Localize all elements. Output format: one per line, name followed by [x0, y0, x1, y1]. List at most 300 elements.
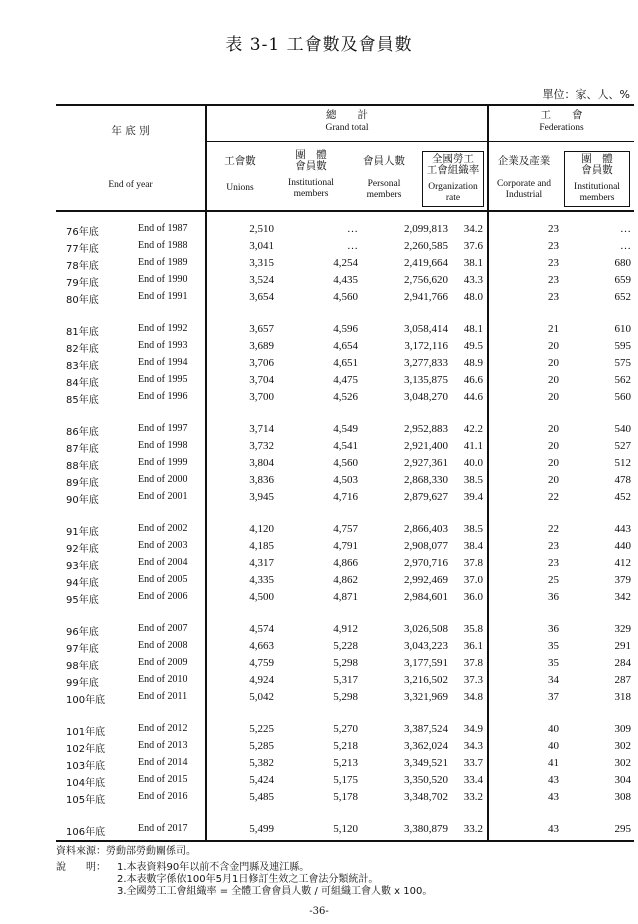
cell-unions: 3,836	[249, 474, 274, 486]
cell-unions: 3,706	[249, 357, 274, 369]
cell-zh: 97年底	[66, 644, 99, 655]
cell-en: End of 2003	[138, 540, 188, 551]
cell-personal: 3,362,024	[404, 740, 448, 752]
cell-corp: 35	[548, 640, 559, 652]
table-row	[0, 374, 638, 389]
cell-inst: 4,254	[333, 257, 358, 269]
cell-rate: 46.6	[463, 374, 483, 386]
cell-inst: 5,120	[333, 823, 358, 835]
cell-rate: 38.1	[463, 257, 483, 269]
cell-personal: 3,350,520	[404, 774, 448, 786]
cell-unions: 3,689	[249, 340, 274, 352]
personal-en: Personal members	[366, 179, 402, 200]
cell-rate: 33.4	[463, 774, 483, 786]
table-row	[0, 274, 638, 289]
cell-zh: 104年底	[66, 778, 106, 789]
cell-rate: 34.8	[463, 691, 483, 703]
cell-rate: 48.1	[463, 323, 483, 335]
cell-fed-inst: 412	[614, 557, 631, 569]
cell-inst: 5,228	[333, 640, 358, 652]
page-title: 表 3-1 工會數及會員數	[225, 35, 413, 55]
cell-fed-inst: 512	[614, 457, 631, 469]
table-row	[0, 557, 638, 572]
cell-corp: 25	[548, 574, 559, 586]
fed-inst-zh: 團 體 會員數	[581, 153, 613, 176]
cell-unions: 3,732	[249, 440, 274, 452]
cell-en: End of 2009	[138, 657, 188, 668]
cell-personal: 2,419,664	[404, 257, 448, 269]
cell-rate: 49.5	[463, 340, 483, 352]
table-row	[0, 340, 638, 355]
cell-en: End of 2006	[138, 591, 188, 602]
cell-en: End of 2004	[138, 557, 188, 568]
cell-unions: 3,654	[249, 291, 274, 303]
table-row	[0, 674, 638, 689]
cell-rate: 41.1	[463, 440, 483, 452]
federations-zh: 工 會	[540, 109, 583, 121]
cell-unions: 5,485	[249, 791, 274, 803]
cell-corp: 23	[548, 240, 559, 252]
cell-en: End of 1989	[138, 257, 188, 268]
cell-inst: …	[347, 240, 358, 252]
cell-inst: 5,178	[333, 791, 358, 803]
cell-fed-inst: 284	[614, 657, 631, 669]
cell-zh: 100年底	[66, 695, 106, 706]
year-header-zh: 年 底 別	[111, 125, 150, 137]
table-row	[0, 640, 638, 655]
year-header	[56, 126, 205, 137]
cell-fed-inst: 291	[614, 640, 631, 652]
cell-fed-inst: 680	[614, 257, 631, 269]
cell-rate: 39.4	[463, 491, 483, 503]
cell-rate: 37.0	[463, 574, 483, 586]
cell-unions: 4,185	[249, 540, 274, 552]
year-header-en: End of year	[108, 180, 153, 190]
cell-zh: 98年底	[66, 661, 99, 672]
cell-personal: 2,941,766	[404, 291, 448, 303]
cell-en: End of 1994	[138, 357, 188, 368]
personal-zh: 會員人數	[363, 155, 405, 167]
cell-unions: 3,315	[249, 257, 274, 269]
cell-inst: 4,596	[333, 323, 358, 335]
table-row	[0, 723, 638, 738]
cell-corp: 43	[548, 774, 559, 786]
cell-fed-inst: 452	[614, 491, 631, 503]
table-row	[0, 291, 638, 306]
table-row	[0, 691, 638, 706]
header-bottom-rule	[56, 210, 634, 212]
cell-zh: 101年底	[66, 727, 106, 738]
cell-en: End of 1990	[138, 274, 188, 285]
cell-unions: 4,317	[249, 557, 274, 569]
cell-zh: 95年底	[66, 595, 99, 606]
cell-inst: 4,716	[333, 491, 358, 503]
cell-unions: 3,704	[249, 374, 274, 386]
cell-personal: 3,048,270	[404, 391, 448, 403]
cell-inst: …	[347, 223, 358, 235]
cell-personal: 2,970,716	[404, 557, 448, 569]
cell-personal: 2,756,620	[404, 274, 448, 286]
cell-en: End of 2017	[138, 823, 188, 834]
cell-corp: 23	[548, 257, 559, 269]
table-row	[0, 740, 638, 755]
cell-zh: 84年底	[66, 378, 99, 389]
grand-total-en: Grand total	[325, 123, 369, 133]
cell-fed-inst: 659	[614, 274, 631, 286]
table-row	[0, 323, 638, 338]
cell-en: End of 1992	[138, 323, 188, 334]
cell-corp: 22	[548, 523, 559, 535]
cell-rate: 44.6	[463, 391, 483, 403]
cell-unions: 3,524	[249, 274, 274, 286]
cell-corp: 23	[548, 540, 559, 552]
cell-inst: 4,541	[333, 440, 358, 452]
inst-header	[280, 150, 342, 200]
cell-zh: 87年底	[66, 444, 99, 455]
cell-rate: 48.0	[463, 291, 483, 303]
inst-zh: 團 體 會員數	[295, 149, 327, 172]
cell-inst: 4,862	[333, 574, 358, 586]
cell-personal: 3,380,879	[404, 823, 448, 835]
cell-personal: 3,177,591	[404, 657, 448, 669]
cell-fed-inst: …	[620, 240, 631, 252]
unions-zh: 工會數	[224, 155, 256, 167]
cell-fed-inst: 287	[614, 674, 631, 686]
cell-en: End of 2002	[138, 523, 188, 534]
cell-rate: 37.8	[463, 657, 483, 669]
cell-unions: 5,382	[249, 757, 274, 769]
cell-en: End of 1998	[138, 440, 188, 451]
cell-corp: 40	[548, 740, 559, 752]
cell-corp: 34	[548, 674, 559, 686]
table-row	[0, 240, 638, 255]
cell-zh: 92年底	[66, 544, 99, 555]
cell-fed-inst: 309	[614, 723, 631, 735]
cell-personal: 3,349,521	[404, 757, 448, 769]
cell-en: End of 1997	[138, 423, 188, 434]
cell-inst: 4,503	[333, 474, 358, 486]
grand-total-header	[207, 110, 487, 134]
cell-personal: 3,135,875	[404, 374, 448, 386]
cell-corp: 23	[548, 223, 559, 235]
cell-inst: 4,475	[333, 374, 358, 386]
cell-fed-inst: 302	[614, 740, 631, 752]
cell-unions: 5,499	[249, 823, 274, 835]
notes-label: 說 明：	[56, 862, 106, 873]
cell-rate: 34.9	[463, 723, 483, 735]
cell-corp: 43	[548, 823, 559, 835]
cell-personal: 2,952,883	[404, 423, 448, 435]
cell-personal: 2,866,403	[404, 523, 448, 535]
cell-personal: 3,387,524	[404, 723, 448, 735]
cell-rate: 36.1	[463, 640, 483, 652]
cell-unions: 5,285	[249, 740, 274, 752]
grand-total-zh: 總 計	[326, 109, 368, 121]
cell-unions: 3,714	[249, 423, 274, 435]
cell-rate: 38.5	[463, 523, 483, 535]
cell-corp: 20	[548, 374, 559, 386]
cell-en: End of 2001	[138, 491, 188, 502]
cell-inst: 5,270	[333, 723, 358, 735]
cell-inst: 4,651	[333, 357, 358, 369]
corp-en: Corporate and Industrial	[496, 179, 552, 200]
cell-unions: 2,510	[249, 223, 274, 235]
cell-fed-inst: 379	[614, 574, 631, 586]
cell-unions: 3,657	[249, 323, 274, 335]
cell-rate: 42.2	[463, 423, 483, 435]
cell-rate: 33.2	[463, 791, 483, 803]
cell-inst: 4,912	[333, 623, 358, 635]
table-row	[0, 423, 638, 438]
cell-rate: 33.7	[463, 757, 483, 769]
org-rate-header	[422, 151, 484, 207]
cell-inst: 4,654	[333, 340, 358, 352]
cell-en: End of 2005	[138, 574, 188, 585]
cell-fed-inst: 595	[614, 340, 631, 352]
cell-en: End of 1993	[138, 340, 188, 351]
cell-corp: 35	[548, 657, 559, 669]
cell-inst: 4,871	[333, 591, 358, 603]
cell-rate: 37.3	[463, 674, 483, 686]
cell-fed-inst: 295	[614, 823, 631, 835]
cell-en: End of 1995	[138, 374, 188, 385]
cell-zh: 93年底	[66, 561, 99, 572]
cell-fed-inst: 562	[614, 374, 631, 386]
cell-zh: 90年底	[66, 495, 99, 506]
table-row	[0, 774, 638, 789]
cell-zh: 83年底	[66, 361, 99, 372]
cell-inst: 5,317	[333, 674, 358, 686]
cell-rate: 38.4	[463, 540, 483, 552]
cell-corp: 20	[548, 391, 559, 403]
cell-rate: 37.8	[463, 557, 483, 569]
cell-en: End of 2015	[138, 774, 188, 785]
cell-corp: 41	[548, 757, 559, 769]
cell-zh: 81年底	[66, 327, 99, 338]
cell-zh: 85年底	[66, 395, 99, 406]
cell-unions: 4,335	[249, 574, 274, 586]
cell-zh: 79年底	[66, 278, 99, 289]
cell-unions: 3,945	[249, 491, 274, 503]
cell-unions: 4,574	[249, 623, 274, 635]
cell-zh: 96年底	[66, 627, 99, 638]
cell-corp: 36	[548, 591, 559, 603]
cell-personal: 2,908,077	[404, 540, 448, 552]
cell-en: End of 2007	[138, 623, 188, 634]
cell-fed-inst: 304	[614, 774, 631, 786]
cell-inst: 4,526	[333, 391, 358, 403]
cell-personal: 3,277,833	[404, 357, 448, 369]
cell-personal: 2,260,585	[404, 240, 448, 252]
org-rate-en: Organization rate	[428, 182, 478, 203]
table-row	[0, 591, 638, 606]
unions-en: Unions	[226, 183, 254, 193]
fed-inst-en: Institutional members	[574, 182, 620, 203]
cell-unions: 4,663	[249, 640, 274, 652]
cell-en: End of 2014	[138, 757, 188, 768]
cell-personal: 3,348,702	[404, 791, 448, 803]
cell-corp: 21	[548, 323, 559, 335]
cell-fed-inst: 478	[614, 474, 631, 486]
table-row	[0, 440, 638, 455]
table-row	[0, 540, 638, 555]
cell-zh: 94年底	[66, 578, 99, 589]
cell-unions: 3,700	[249, 391, 274, 403]
cell-inst: 4,560	[333, 457, 358, 469]
cell-inst: 4,757	[333, 523, 358, 535]
unions-header	[210, 156, 270, 194]
cell-zh: 99年底	[66, 678, 99, 689]
corp-header	[492, 156, 556, 201]
cell-en: End of 2016	[138, 791, 188, 802]
cell-rate: 34.2	[463, 223, 483, 235]
cell-corp: 20	[548, 357, 559, 369]
table-row	[0, 623, 638, 638]
cell-en: End of 2000	[138, 474, 188, 485]
cell-inst: 5,213	[333, 757, 358, 769]
cell-fed-inst: 308	[614, 791, 631, 803]
unit-label: 單位：家、人、%	[542, 88, 630, 101]
cell-inst: 4,549	[333, 423, 358, 435]
cell-inst: 5,218	[333, 740, 358, 752]
cell-personal: 2,921,400	[404, 440, 448, 452]
table-bottom-rule	[56, 840, 634, 842]
cell-inst: 4,866	[333, 557, 358, 569]
cell-personal: 2,984,601	[404, 591, 448, 603]
cell-personal: 2,992,469	[404, 574, 448, 586]
cell-zh: 89年底	[66, 478, 99, 489]
cell-fed-inst: 440	[614, 540, 631, 552]
cell-inst: 5,175	[333, 774, 358, 786]
table-row	[0, 791, 638, 806]
cell-zh: 105年底	[66, 795, 106, 806]
cell-personal: 3,026,508	[404, 623, 448, 635]
cell-unions: 3,804	[249, 457, 274, 469]
cell-personal: 3,172,116	[404, 340, 448, 352]
cell-unions: 5,424	[249, 774, 274, 786]
cell-personal: 3,043,223	[404, 640, 448, 652]
cell-fed-inst: 575	[614, 357, 631, 369]
table-row	[0, 823, 638, 838]
note-2: 2.本表數字係依100年5月1日修訂生效之工會法分類統計。	[117, 874, 379, 885]
cell-unions: 4,120	[249, 523, 274, 535]
cell-inst: 4,560	[333, 291, 358, 303]
top-rule	[56, 104, 634, 106]
cell-corp: 36	[548, 623, 559, 635]
cell-en: End of 2012	[138, 723, 188, 734]
cell-inst: 5,298	[333, 691, 358, 703]
table-row	[0, 757, 638, 772]
cell-unions: 4,924	[249, 674, 274, 686]
cell-corp: 23	[548, 291, 559, 303]
cell-inst: 4,435	[333, 274, 358, 286]
cell-fed-inst: 302	[614, 757, 631, 769]
cell-en: End of 1988	[138, 240, 188, 251]
cell-corp: 43	[548, 791, 559, 803]
cell-fed-inst: …	[620, 223, 631, 235]
cell-corp: 20	[548, 440, 559, 452]
cell-unions: 3,041	[249, 240, 274, 252]
cell-en: End of 1987	[138, 223, 188, 234]
cell-inst: 4,791	[333, 540, 358, 552]
cell-personal: 2,868,330	[404, 474, 448, 486]
cell-en: End of 2010	[138, 674, 188, 685]
source-note: 資料來源：勞動部勞動關係司。	[56, 846, 196, 857]
cell-fed-inst: 652	[614, 291, 631, 303]
org-rate-zh: 全國勞工 工會組織率	[426, 153, 480, 176]
cell-personal: 3,216,502	[404, 674, 448, 686]
personal-header	[352, 156, 416, 201]
year-header-en-cell	[56, 180, 205, 191]
table-row	[0, 357, 638, 372]
cell-zh: 76年底	[66, 227, 99, 238]
cell-corp: 23	[548, 557, 559, 569]
cell-corp: 20	[548, 340, 559, 352]
corp-zh: 企業及產業	[497, 155, 551, 167]
cell-corp: 20	[548, 423, 559, 435]
cell-zh: 82年底	[66, 344, 99, 355]
table-row	[0, 574, 638, 589]
cell-fed-inst: 527	[614, 440, 631, 452]
cell-rate: 40.0	[463, 457, 483, 469]
cell-personal: 3,321,969	[404, 691, 448, 703]
cell-zh: 77年底	[66, 244, 99, 255]
cell-rate: 34.3	[463, 740, 483, 752]
note-1: 1.本表資料90年以前不含金門縣及連江縣。	[117, 862, 310, 873]
table-row	[0, 474, 638, 489]
cell-zh: 103年底	[66, 761, 106, 772]
cell-corp: 20	[548, 457, 559, 469]
cell-personal: 2,879,627	[404, 491, 448, 503]
cell-en: End of 1991	[138, 291, 188, 302]
cell-fed-inst: 443	[614, 523, 631, 535]
table-row	[0, 523, 638, 538]
cell-fed-inst: 610	[614, 323, 631, 335]
cell-rate: 36.0	[463, 591, 483, 603]
subheader-rule	[206, 141, 634, 142]
cell-corp: 20	[548, 474, 559, 486]
cell-corp: 40	[548, 723, 559, 735]
cell-corp: 22	[548, 491, 559, 503]
cell-corp: 23	[548, 274, 559, 286]
table-row	[0, 257, 638, 272]
cell-personal: 2,099,813	[404, 223, 448, 235]
cell-fed-inst: 329	[614, 623, 631, 635]
cell-zh: 106年底	[66, 827, 106, 838]
cell-en: End of 1996	[138, 391, 188, 402]
table-row	[0, 457, 638, 472]
cell-zh: 91年底	[66, 527, 99, 538]
cell-unions: 4,759	[249, 657, 274, 669]
cell-en: End of 2013	[138, 740, 188, 751]
cell-en: End of 2011	[138, 691, 188, 702]
fed-inst-header	[564, 151, 630, 207]
cell-rate: 35.8	[463, 623, 483, 635]
cell-rate: 43.3	[463, 274, 483, 286]
cell-fed-inst: 342	[614, 591, 631, 603]
federations-header	[489, 110, 634, 134]
cell-unions: 4,500	[249, 591, 274, 603]
cell-fed-inst: 318	[614, 691, 631, 703]
cell-zh: 102年底	[66, 744, 106, 755]
cell-unions: 5,042	[249, 691, 274, 703]
table-row	[0, 491, 638, 506]
cell-corp: 37	[548, 691, 559, 703]
cell-rate: 48.9	[463, 357, 483, 369]
cell-personal: 2,927,361	[404, 457, 448, 469]
cell-fed-inst: 540	[614, 423, 631, 435]
cell-rate: 37.6	[463, 240, 483, 252]
